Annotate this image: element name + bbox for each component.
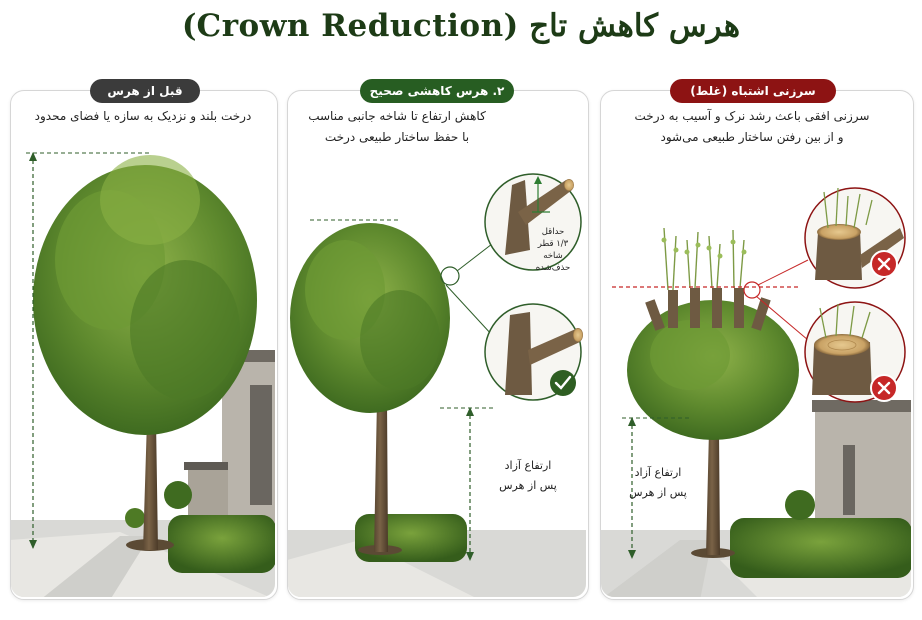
height-label-correct-line1: ارتفاع آزاد xyxy=(504,459,552,472)
cut-note-line1: حداقل xyxy=(541,227,565,237)
wrong-stub-detail-top xyxy=(805,188,905,288)
page-title: هرس کاهش تاج (Crown Reduction) xyxy=(181,8,741,44)
description-wrong xyxy=(612,106,892,148)
description-correct-line2: با حفظ ساختار طبیعی درخت xyxy=(324,130,470,144)
cut-note-line2: ۱/۳ قطر xyxy=(537,239,569,249)
height-label-correct-line2: پس از هرس xyxy=(499,479,557,492)
badge-before: قبل از هرس xyxy=(90,79,200,103)
cut-note-line3: شاخه حذف‌شده xyxy=(535,251,571,273)
description-correct-line1: کاهش ارتفاع تا شاخه جانبی مناسب xyxy=(308,109,486,123)
description-correct xyxy=(287,106,507,148)
scene-correct xyxy=(287,220,587,600)
height-label-correct xyxy=(488,456,568,496)
cut-note xyxy=(528,226,578,274)
description-before: درخت بلند و نزدیک به سازه یا فضای محدود xyxy=(34,109,252,123)
wrong-stub-detail-bottom xyxy=(805,302,905,402)
height-label-wrong xyxy=(618,463,698,503)
description-wrong-line1: سرزنی افقی باعث رشد نرک و آسیب به درخت xyxy=(634,109,870,123)
check-icon xyxy=(550,370,576,396)
badge-correct: ۲. هرس کاهشی صحیح xyxy=(360,79,514,103)
description-wrong-line2: و از بین رفتن ساختار طبیعی می‌شود xyxy=(660,130,844,144)
height-label-wrong-line1: ارتفاع آزاد xyxy=(634,466,682,479)
correct-branch-collar-detail xyxy=(485,304,583,400)
height-label-wrong-line2: پس از هرس xyxy=(629,486,687,499)
badge-wrong: سرزنی اشتباه (غلط) xyxy=(670,79,836,103)
scene-before xyxy=(10,152,282,600)
